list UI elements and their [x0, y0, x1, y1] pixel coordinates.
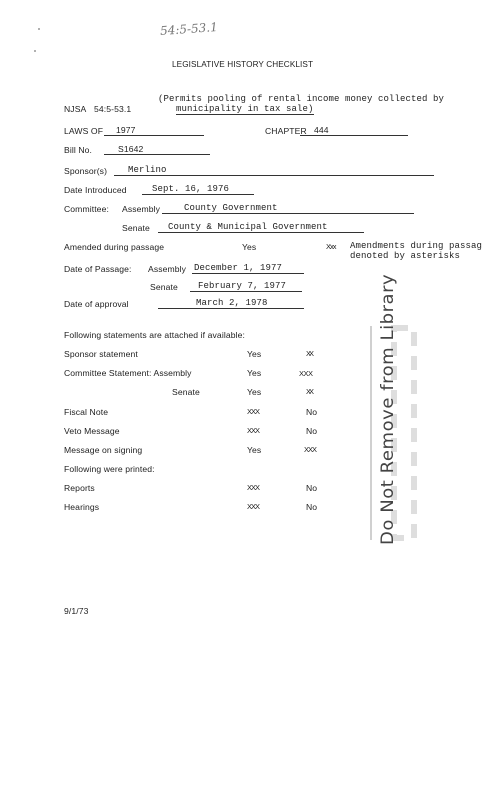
row-yes: Yes [247, 445, 262, 455]
row-label: Message on signing [64, 445, 143, 455]
description-line2: municipality in tax sale) [176, 104, 314, 114]
date-introduced-label: Date Introduced [64, 185, 127, 195]
chapter-underline [300, 135, 408, 136]
assembly-committee-value: County Government [184, 203, 278, 213]
row-yes: Yes [247, 349, 262, 359]
row-label: Committee Statement: Assembly [64, 368, 192, 378]
laws-of-label: LAWS OF [64, 126, 104, 136]
date-introduced-underline [142, 194, 254, 195]
approval-underline [158, 308, 304, 309]
stamp-text: Do Not Remove from Library [378, 273, 398, 545]
footer-date: 9/1/73 [64, 606, 89, 616]
committee-assembly-label: Assembly [122, 204, 161, 214]
row-label: Fiscal Note [64, 407, 109, 417]
amended-note-line2: denoted by asterisks [350, 251, 461, 261]
chapter-value: 444 [314, 125, 329, 135]
attached-heading: Following statements are attached if available: [64, 330, 245, 340]
approval-value: March 2, 1978 [196, 298, 268, 308]
nj-label: NJSA [64, 104, 87, 114]
senate-committee-value: County & Municipal Government [168, 222, 328, 232]
date-introduced-value: Sept. 16, 1976 [152, 184, 230, 194]
passage-assembly-label: Assembly [148, 264, 187, 274]
passage-senate-label: Senate [150, 282, 178, 292]
sponsor-label: Sponsor(s) [64, 166, 108, 176]
amended-label: Amended during passage [64, 242, 165, 252]
row-no: XX [306, 349, 313, 358]
chapter-label: CHAPTER [265, 126, 307, 136]
laws-of-underline [104, 135, 204, 136]
speck [38, 28, 40, 30]
printed-row-label: Hearings [64, 502, 100, 512]
passage-assembly-underline [192, 273, 304, 274]
row-no: XXX [304, 445, 317, 454]
passage-assembly-value: December 1, 1977 [194, 263, 283, 273]
laws-of-value: 1977 [116, 125, 136, 135]
row-no: No [306, 407, 318, 417]
sponsor-value: Merlino [128, 165, 167, 175]
row-yes: Yes [247, 387, 262, 397]
bill-value: S1642 [118, 144, 144, 154]
approval-label: Date of approval [64, 299, 129, 309]
row-label: Veto Message [64, 426, 120, 436]
amended-yes: Yes [242, 242, 257, 252]
row-no: XXX [299, 369, 313, 378]
document-title: LEGISLATIVE HISTORY CHECKLIST [172, 60, 314, 69]
row-yes: XXX [247, 407, 260, 416]
amended-note-line1: Amendments during passag [350, 241, 483, 251]
senate-committee-underline [158, 232, 364, 233]
row-label: Sponsor statement [64, 349, 138, 359]
printed-row-no: No [306, 502, 318, 512]
committee-label: Committee: [64, 204, 109, 214]
printed-row-no: No [306, 483, 318, 493]
row-yes: Yes [247, 368, 262, 378]
sponsor-underline [114, 175, 434, 176]
row-no: No [306, 426, 318, 436]
printed-row-yes: XXX [247, 483, 260, 492]
row-label: Senate [172, 387, 200, 397]
bill-label: Bill No. [64, 145, 93, 155]
description-line1: (Permits pooling of rental income money collected by [158, 94, 445, 104]
handwritten-note: 54:5-53.1 [159, 20, 219, 38]
committee-senate-label: Senate [122, 223, 150, 233]
speck [34, 50, 36, 52]
nj-value: 54:5-53.1 [94, 104, 132, 114]
assembly-committee-underline [162, 213, 414, 214]
row-no: XX [306, 387, 313, 396]
bill-underline [104, 154, 210, 155]
printed-row-label: Reports [64, 483, 95, 493]
printed-heading: Following were printed: [64, 464, 155, 474]
passage-senate-underline [190, 291, 302, 292]
row-yes: XXX [247, 426, 260, 435]
printed-row-yes: XXX [247, 502, 260, 511]
passage-senate-value: February 7, 1977 [198, 281, 287, 291]
amended-no: Xxx [326, 242, 336, 251]
date-passage-label: Date of Passage: [64, 264, 132, 274]
